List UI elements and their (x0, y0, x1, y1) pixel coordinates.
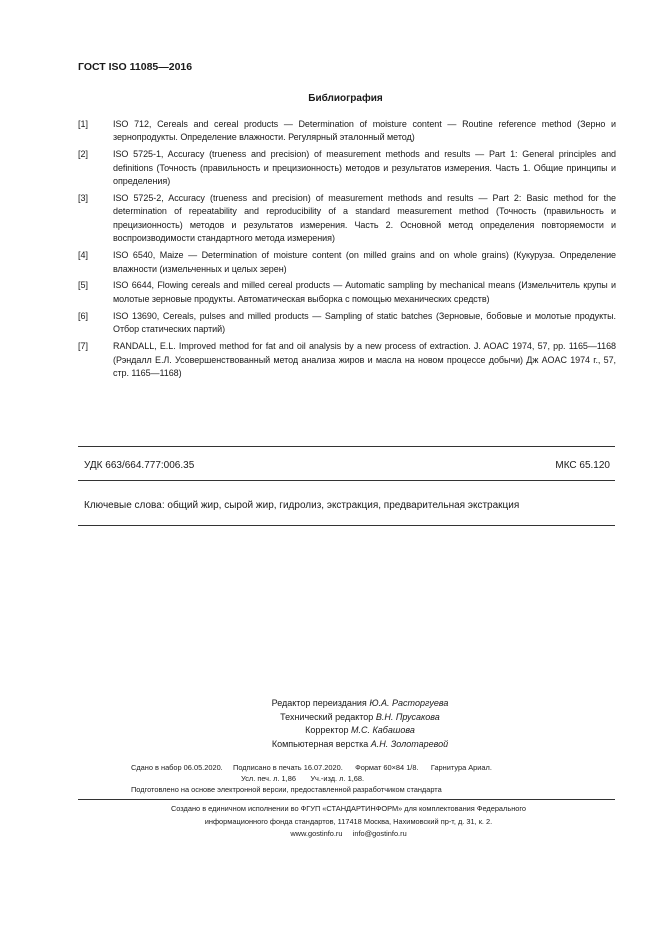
credit-layout (160, 738, 560, 752)
udk-code: УДК 663/664.777:006.35 (84, 460, 195, 471)
reference-number: [5] (78, 280, 89, 291)
credits-block (160, 697, 560, 752)
prepared-note: Подготовлено на основе электронной версии, предоставленной разработчиком стандарта (131, 785, 442, 794)
signed-date: Подписано в печать 16.07.2020. (233, 763, 343, 772)
format-info: Формат 60×84 1/8. (355, 763, 419, 772)
reference-number: [7] (78, 341, 89, 352)
publisher-sheets: Уч.-изд. л. 1,68. (310, 774, 365, 783)
divider-middle (78, 480, 615, 481)
mks-code: МКС 65.120 (555, 460, 610, 471)
publisher-block (80, 803, 617, 841)
credit-editor (160, 697, 560, 711)
credit-label: Технический редактор (280, 711, 374, 722)
reference-item (78, 279, 616, 306)
reference-item (78, 192, 616, 246)
credit-label: Редактор переиздания (271, 698, 367, 708)
keywords: Ключевые слова: общий жир, сырой жир, гидролиз, экстракция, предварительная экстракция (84, 500, 520, 511)
publisher-line: Создано в единичном исполнении во ФГУП «СТАНДАРТИНФОРМ» для комплектования Федерального (170, 804, 527, 813)
reference-item (78, 249, 616, 276)
credit-name: М.С. Кабашова (351, 725, 415, 736)
publisher-address: информационного фонда стандартов, 117418 Москва, Нахимовский пр-т, д. 31, к. 2. (204, 816, 493, 826)
reference-text: ISO 6644, Flowing cereals and milled cereal products — Automatic sampling by mechanical means (Измельчитель крупы и молотые зерновые продукты. Автоматическая выборка с помощью механических средств) (113, 280, 616, 304)
reference-number: [1] (78, 119, 89, 129)
reference-number: [4] (78, 250, 89, 261)
reference-number: [3] (78, 193, 89, 204)
reference-number: [2] (78, 149, 89, 160)
credit-name: А.Н. Золотаревой (370, 739, 449, 750)
reference-text: ISO 13690, Cereals, pulses and milled products — Sampling of static batches (Зерновые, бобовые и молотые продукты. Отбор статических партий) (113, 310, 616, 335)
divider-footer (78, 799, 615, 800)
divider-top (78, 446, 615, 447)
publisher-contacts: www.gostinfo.ru info@gostinfo.ru (290, 829, 407, 838)
reference-list (78, 118, 616, 384)
credit-label: Компьютерная верстка (271, 739, 369, 750)
reference-number: [6] (78, 310, 89, 321)
reference-item (78, 118, 616, 145)
print-info (131, 762, 492, 795)
credit-label: Корректор (305, 725, 349, 736)
reference-item (78, 310, 616, 337)
reference-text: ISO 5725-1, Accuracy (trueness and precision) of measurement methods and results — Part 1: General principles and definitions (Точность (правильность и прецизионность) методов и результатов измерения. Часть 1. Общие принципы и определения) (113, 149, 616, 187)
reference-item (78, 148, 616, 188)
typeface-info: Гарнитура Ариал. (430, 763, 492, 772)
print-sheets: Усл. печ. л. 1,86 (241, 774, 296, 783)
credit-name: В.Н. Прусакова (375, 711, 440, 722)
submitted-date: Сдано в набор 06.05.2020. (131, 763, 223, 772)
reference-text: RANDALL, E.L. Improved method for fat and oil analysis by a new process of extraction. J. AOAC 1974, 57, pp. 1165—1168 (Рэндалл Е.Л. Усовершенствованный метод анализа жиров и масла на новом процессе добычи) Дж AOAC 1974 г., 57, стр. 1165—1168) (113, 341, 616, 378)
reference-text: ISO 6540, Maize — Determination of moisture content (on milled grains and on whole grains) (Кукуруза. Определение влажности (измельченных и целых зерен) (113, 250, 616, 274)
reference-text: ISO 5725-2, Accuracy (trueness and precision) of measurement methods and results — Part 2: Basic method for the determination of repeatability and reproducibility of a standard measurement method (Точность (правильность и прецизионность) методов и результатов измерения. Часть 2. Основной метод определения повторяемости и воспроизводимости стандартного метода измерения) (113, 193, 616, 244)
document-code: ГОСТ ISO 11085—2016 (78, 61, 193, 73)
reference-item (78, 340, 616, 380)
divider-bottom (78, 525, 615, 526)
reference-text: ISO 712, Cereals and cereal products — Determination of moisture content — Routine reference method (Зерно и зернопродукты. Определение влажности. Регулярный эталонный метод) (113, 119, 616, 143)
credit-tech-editor (160, 711, 560, 725)
credit-name: Ю.А. Расторгуева (369, 698, 449, 708)
bibliography-title: Библиография (308, 93, 383, 104)
credit-proofreader (160, 724, 560, 738)
